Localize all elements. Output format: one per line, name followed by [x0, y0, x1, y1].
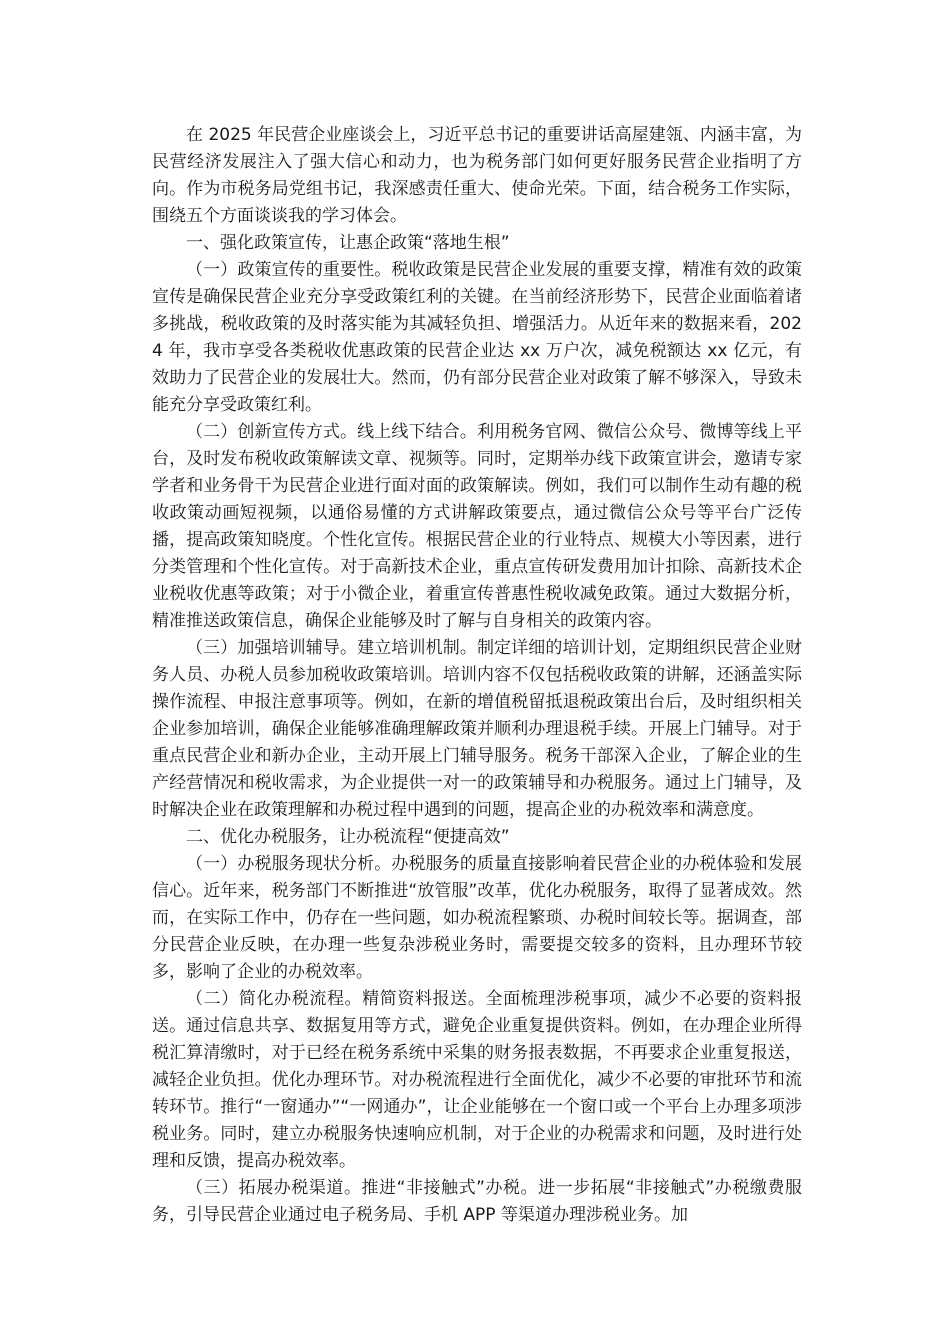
paragraph-2-3: （三）拓展办税渠道。推进“非接触式”办税。进一步拓展“非接触式”办税缴费服务，引导民营企业通过电子税务局、手机 APP 等渠道办理涉税业务。加	[152, 1178, 802, 1225]
paragraph-1-1: （一）政策宣传的重要性。税收政策是民营企业发展的重要支撑，精准有效的政策宣传是确保民营企业充分享受政策红利的关键。在当前经济形势下，民营企业面临着诸多挑战，税收政策的及时落实能为其减轻负担、增强活力。从近年来的数据来看，2024 年，我市享受各类税收优惠政策的民营企业达 xx 万户次，减免税额达 xx 亿元，有效助力了民营企业的发展壮大。然而，仍有部分民营企业对政策了解不够深入，导致未能充分享受政策红利。	[152, 260, 802, 415]
paragraph-2-1: （一）办税服务现状分析。办税服务的质量直接影响着民营企业的办税体验和发展信心。近年来，税务部门不断推进“放管服”改革，优化办税服务，取得了显著成效。然而，在实际工作中，仍存在一些问题，如办税流程繁琐、办税时间较长等。据调查，部分民营企业反映，在办理一些复杂涉税业务时，需要提交较多的资料，且办理环节较多，影响了企业的办税效率。	[152, 854, 802, 982]
intro-paragraph: 在 2025 年民营企业座谈会上，习近平总书记的重要讲话高屋建瓴、内涵丰富，为民营经济发展注入了强大信心和动力，也为税务部门如何更好服务民营企业指明了方向。作为市税务局党组书记，我深感责任重大、使命光荣。下面，结合税务工作实际，围绕五个方面谈谈我的学习体会。	[152, 125, 802, 226]
paragraph-1-3: （三）加强培训辅导。建立培训机制。制定详细的培训计划，定期组织民营企业财务人员、办税人员参加税收政策培训。培训内容不仅包括税收政策的讲解，还涵盖实际操作流程、申报注意事项等。例如，在新的增值税留抵退税政策出台后，及时组织相关企业参加培训，确保企业能够准确理解政策并顺利办理退税手续。开展上门辅导。对于重点民营企业和新办企业，主动开展上门辅导服务。税务干部深入企业，了解企业的生产经营情况和税收需求，为企业提供一对一的政策辅导和办税服务。通过上门辅导，及时解决企业在政策理解和办税过程中遇到的问题，提高企业的办税效率和满意度。	[152, 638, 802, 820]
section-heading-1: 一、强化政策宣传，让惠企政策“落地生根”	[186, 233, 510, 253]
paragraph-2-2: （二）简化办税流程。精简资料报送。全面梳理涉税事项，减少不必要的资料报送。通过信息共享、数据复用等方式，避免企业重复提供资料。例如，在办理企业所得税汇算清缴时，对于已经在税务系统中采集的财务报表数据，不再要求企业重复报送，减轻企业负担。优化办理环节。对办税流程进行全面优化，减少不必要的审批环节和流转环节。推行“一窗通办”“一网通办”，让企业能够在一个窗口或一个平台上办理多项涉税业务。同时，建立办税服务快速响应机制，对于企业的办税需求和问题，及时进行处理和反馈，提高办税效率。	[152, 989, 802, 1171]
document-body	[152, 122, 802, 1229]
paragraph-1-2: （二）创新宣传方式。线上线下结合。利用税务官网、微信公众号、微博等线上平台，及时发布税收政策解读文章、视频等。同时，定期举办线下政策宣讲会，邀请专家学者和业务骨干为民营企业进行面对面的政策解读。例如，我们可以制作生动有趣的税收政策动画短视频，以通俗易懂的方式讲解政策要点，通过微信公众号等平台广泛传播，提高政策知晓度。个性化宣传。根据民营企业的行业特点、规模大小等因素，进行分类管理和个性化宣传。对于高新技术企业，重点宣传研发费用加计扣除、高新技术企业税收优惠等政策；对于小微企业，着重宣传普惠性税收减免政策。通过大数据分析，精准推送政策信息，确保企业能够及时了解与自身相关的政策内容。	[152, 422, 802, 631]
section-heading-2: 二、优化办税服务，让办税流程“便捷高效”	[186, 827, 510, 847]
